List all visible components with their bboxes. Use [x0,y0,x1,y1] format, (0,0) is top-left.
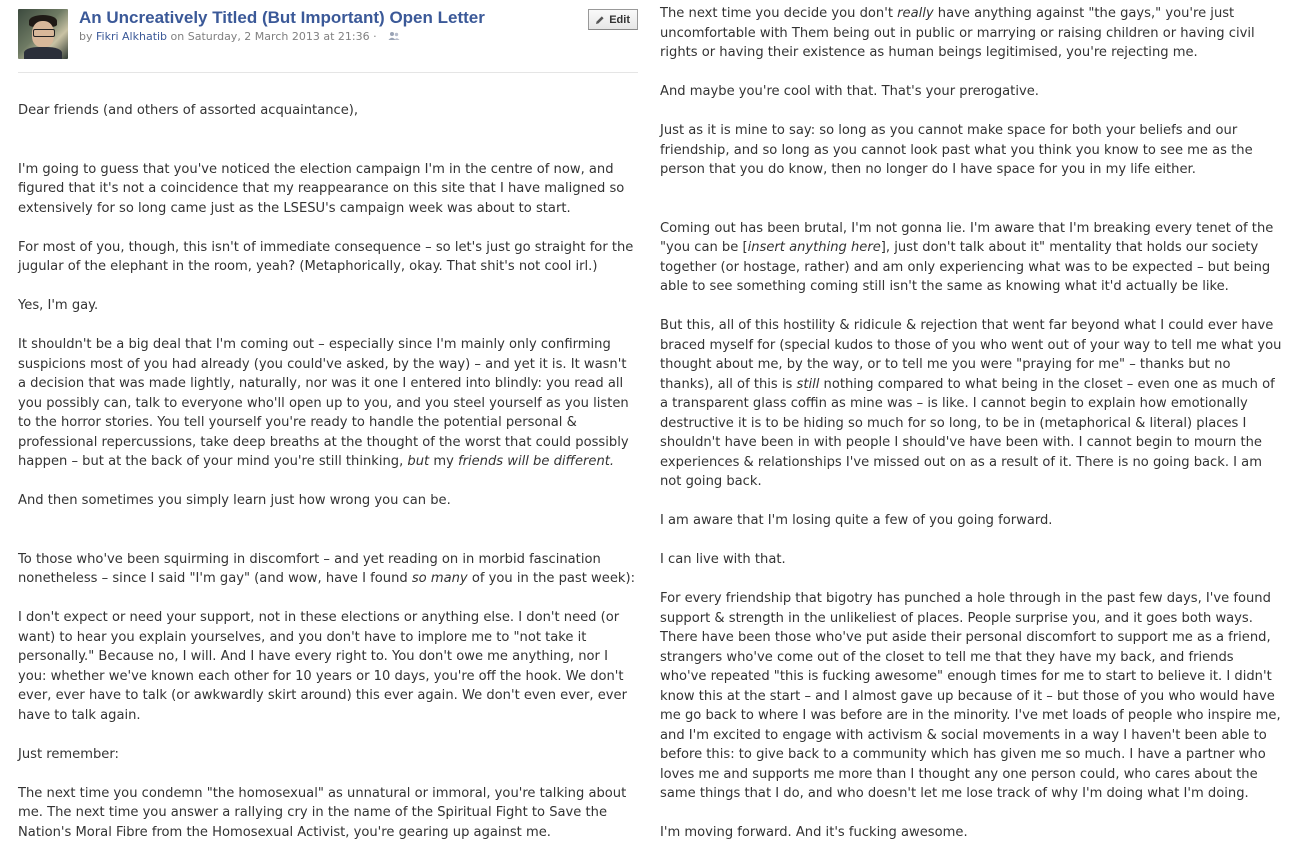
author-link[interactable]: Fikri Alkhatib [96,30,168,43]
pencil-icon [595,15,605,25]
paragraph: I'm moving forward. And it's fucking awesome. [660,825,968,840]
paragraph: To those who've been squirming in discomfort – and yet reading on in morbid fascination nonetheless – since I said "I'm gay" (and wow, have I found so many of you in the past week): [18,551,635,586]
note-body-right [660,4,1282,843]
note-byline [79,30,400,44]
paragraph: The next time you decide you don't really have anything against "the gays," you're just uncomfortable with Them being out in public or marrying or raising children or having civil rights or having their existence as human beings legitimised, you're rejecting me. [660,6,1255,60]
note-body-left [18,101,638,842]
edit-button[interactable] [588,9,638,30]
note-date: on Saturday, 2 March 2013 at 21:36 · [170,30,377,43]
paragraph: Coming out has been brutal, I'm not gonna lie. I'm aware that I'm breaking every tenet of the "you can be [insert anything here], just don't talk about it" mentality that holds our society together (or hostage, rather) and am only experiencing what was to be expected – but being able to see something coming still isn't the same as knowing what it'd actually be like. [660,220,1274,294]
paragraph: I don't expect or need your support, not in these elections or anything else. I don't need (or want) to hear you explain yourselves, and you don't have to implore me to "not take it personally." Because no, I will. And I have every right to. You don't owe me anything, nor I you: whether we've known each other for 10 years or 10 days, you're off the hook. We don't ever, ever have to talk (or awkwardly skirt around) this ever again. We don't even ever, ever have to talk again. [18,610,627,723]
paragraph: But this, all of this hostility & ridicule & rejection that went far beyond what I could ever have braced myself for (special kudos to those of you who went out of your way to tell me what you thought about me, by the way, or to tell me you were "praying for me" – thanks but no thanks), all of this is still nothing compared to what being in the closet – even one as much of a transparent glass coffin as mine was – is like. I cannot begin to explain how emotionally destructive it is to be hiding so much for so long, to be in (metaphorical & literal) places I shouldn't have been in with people I should've have been with. I cannot begin to mourn the experiences & relationships I've missed out on as a result of it. There is no going back. I am not going back. [660,318,1282,489]
edit-label: Edit [609,13,630,26]
paragraph: For most of you, though, this isn't of immediate consequence – so let's just go straight for the jugular of the elephant in the room, yeah? (Metaphorically, okay. That shit's not cool irl.) [18,239,634,274]
friends-icon[interactable] [388,31,400,44]
note-right-column [660,0,1282,843]
paragraph: Just remember: [18,746,119,762]
paragraph: Just as it is mine to say: so long as you cannot make space for both your beliefs and our friendship, and so long as you cannot look past what you think you know to see me as the person that you do know, then no longer do I have space for you in my life either. [660,123,1253,177]
paragraph: Yes, I'm gay. [18,298,99,313]
paragraph: And then sometimes you simply learn just how wrong you can be. [18,493,451,508]
byline-prefix: by [79,30,93,43]
paragraph: And maybe you're cool with that. That's your prerogative. [660,84,1039,99]
paragraph: It shouldn't be a big deal that I'm coming out – especially since I'm mainly only confirming suspicions most of you had already (you could've asked, by the way) – and yet it is. It wasn't a decision that was made lightly, naturally, nor was it one I entered into blindly: you read all you possibly can, talk to everyone who'll open up to you, and you steel yourself as you listen to the horror stories. You tell yourself you're ready to handle the potential personal & professional repercussions, take deep breaths at the thought of the worst that could possibly happen – but at the back of your mind you're still thinking, but my friends will be different. [18,337,629,469]
paragraph: The next time you condemn "the homosexual" as unnatural or immoral, you're talking about me. The next time you answer a rallying cry in the name of the Spiritual Fight to Save the Nation's Moral Fibre from the Homosexual Activist, you're gearing up against me. [18,785,627,840]
paragraph: I can live with that. [660,552,786,567]
note-left-column [18,0,638,842]
note-title[interactable]: An Uncreatively Titled (But Important) Open Letter [79,8,485,27]
paragraph: Dear friends (and others of assorted acquaintance), [18,103,359,118]
author-avatar[interactable] [18,9,68,59]
paragraph: For every friendship that bigotry has punched a hole through in the past few days, I've found support & strength in the unlikeliest of places. People surprise you, and it goes both ways. There have been those who've put aside their personal discomfort to support me as a friend, strangers who've come out of the closet to tell me that they have my back, and friends who've repeated "this is fucking awesome" enough times for me to start to believe it. I didn't know this at the start – and I almost gave up because of it – but those of you who would have me go back to where I was before are in the minority. I've met loads of people who inspire me, and I'm excited to engage with activism & social movements in a way I haven't been able to before this: to give back to a community which has given me so much. I have a partner who loves me and supports me more than I thought any one person could, who cares about the same things that I do, and who doesn't let me lose track of why I'm doing what I'm doing. [660,591,1281,801]
paragraph: I am aware that I'm losing quite a few of you going forward. [660,513,1053,528]
note-header [18,0,638,73]
paragraph: I'm going to guess that you've noticed the election campaign I'm in the centre of now, and figured that it's not a coincidence that my reappearance on this site that I have maligned so extensively for so long came just as the LSESU's campaign week was about to start. [18,161,625,216]
